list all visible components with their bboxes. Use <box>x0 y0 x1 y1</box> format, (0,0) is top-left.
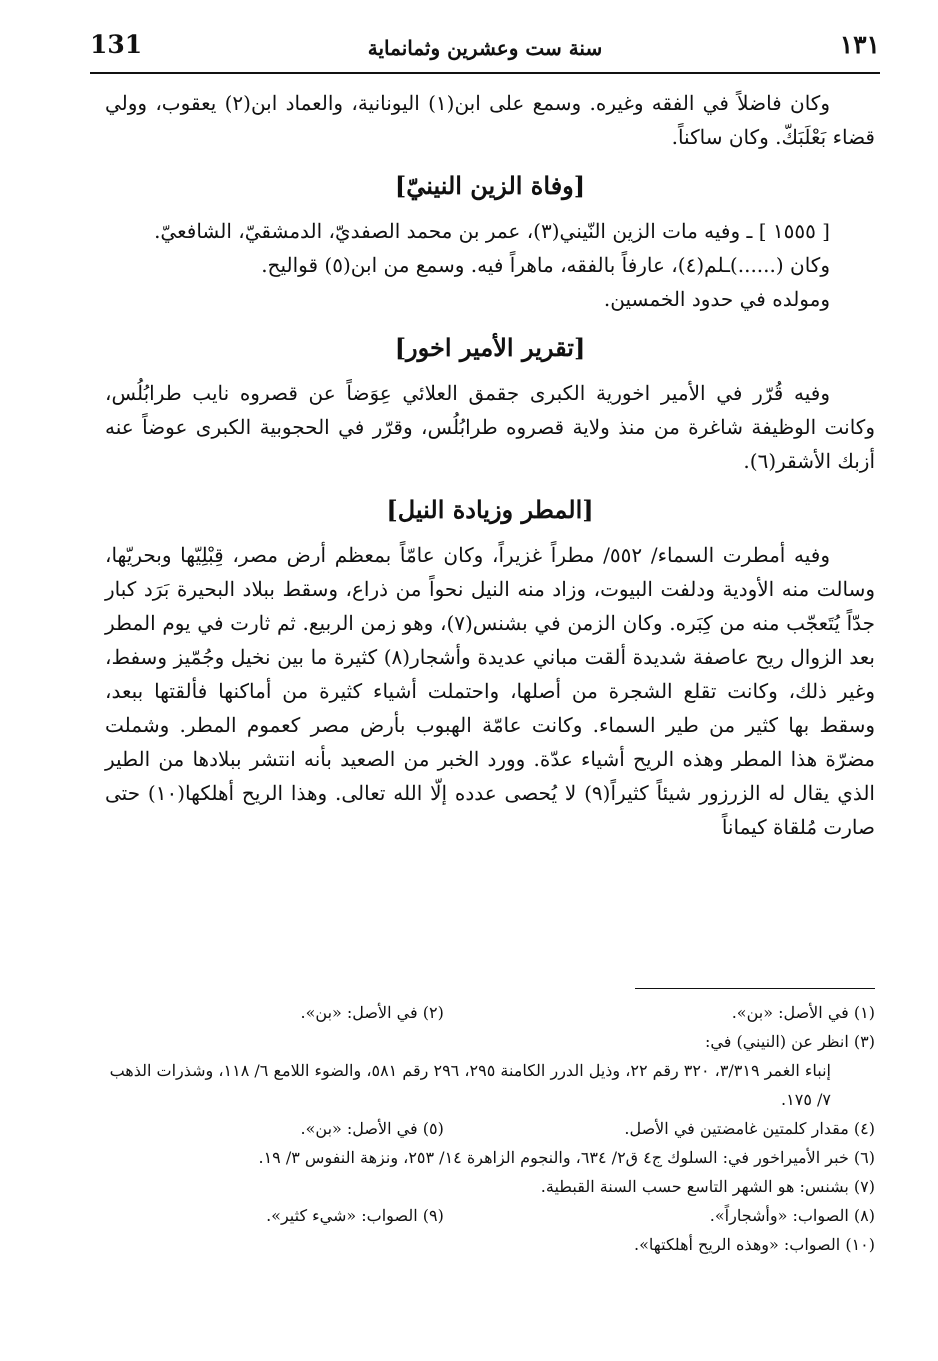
page-number-latin: 131 <box>90 30 143 59</box>
footnote-1: (١) في الأصل: «بن». <box>731 1003 875 1022</box>
footnote-divider <box>635 988 875 989</box>
footnote-3-sources: إنباء الغمر ٣/٣١٩، ٣٢٠ رقم ٢٢، وذيل الدرر الكامنة ٢٩٥، ٢٩٦ رقم ٥٨١، والضوء اللامع ٦/ ١١٨، وشذرات الذهب ٧/ ١٧٥. <box>109 1061 831 1109</box>
paragraph-intro: وكان فاضلاً في الفقه وغيره. وسمع على ابن(١) اليونانية، والعماد ابن(٢) يعقوب، وولي قضاء بَعْلَبَكّ. وكان ساكناً. <box>105 91 875 149</box>
page-number-arabic: ١٣١ <box>839 30 880 59</box>
footnote-row <box>105 1114 875 1143</box>
footnote-9: (٩) الصواب: «شيء كثير». <box>266 1206 444 1225</box>
paragraph-rain-nile: وفيه أمطرت السماء/ ٥٥٢/ مطراً غزيراً، وكان عامّاً بمعظم أرض مصر، قِبْلِيّها وبحريّها، وسالت منه الأودية ودلفت البيوت، وزاد منه النيل نحواً من ذراع، وسقط ببلاد البحيرة بَرَد كبار جدّاً يُتَعجّب منه من كِبَره. وكان الزمن في بشنس(٧)، وهو زمن الربيع. ثم ثارت في يوم المطر بعد الزوال ريح عاصفة شديدة ألقت مباني عديدة وأشجار(٨) كثيرة ما بين نخيل وجُمّيز وسفط، وغير ذلك، وكانت تقلع الشجرة من أصلها، واحتملت أشياء كثيرة من أماكنها فألقتها ببعد، وسقط بها كثير من طير السماء. وكانت عامّة الهبوب بأرض مصر كعموم المطر. وشملت مضرّة هذا المطر وهذه الريح أشياء عدّة. وورد الخبر من الصعيد بأنه انتشر ببلادها من الطير الذي يقال له الزرزور شيئاً كثيراً(٩) لا يُحصى عدده إلّا الله تعالى. وهذا الريح أهلكها(١٠) حتى صارت مُلقاة كيماناً <box>105 543 875 839</box>
running-header <box>90 22 880 74</box>
footnote-row <box>105 998 875 1027</box>
paragraph-zayn-birth: ومولده في حدود الخمسين. <box>603 287 830 311</box>
paragraph-zayn-knowledge: وكان (......)ـلم(٤)، عارفاً بالفقه، ماهراً فيه. وسمع من ابن(٥) قواليح. <box>261 253 830 277</box>
heading-rain-nile: [المطر وزيادة النيل] <box>386 495 594 524</box>
entry-1555: [ ١٥٥٥ ] ـ وفيه مات الزين النّيني(٣)، عمر بن محمد الصفديّ، الدمشقيّ، الشافعيّ. <box>154 219 830 243</box>
footnote-8: (٨) الصواب: «وأشجاراً». <box>709 1206 875 1225</box>
footnote-2: (٢) في الأصل: «بن». <box>300 1003 444 1022</box>
footnote-3: (٣) انظر عن (النيني) في: <box>704 1032 875 1051</box>
footnotes <box>105 998 875 1259</box>
footnote-row <box>105 1201 875 1230</box>
heading-zayn-death: [وفاة الزين النينيّ] <box>394 171 586 200</box>
footnote-6: (٦) خبر الأميراخور في: السلوك ج٤ ق٢/ ٦٣٤، والنجوم الزاهرة ١٤/ ٢٥٣، ونزهة النفوس ٣/ ١٩. <box>258 1148 875 1167</box>
paragraph-amir-akhur: وفيه قُرّر في الأمير اخورية الكبرى جقمق العلائي عِوَضاً عن قصروه نايب طرابُلُس، وكانت الوظيفة شاغرة من منذ ولاية قصروه طرابُلُس، وقرّر في الحجوبية الكبرى عوضاً عنه أزبك الأشقر(٦). <box>105 381 875 473</box>
footnote-10: (١٠) الصواب: «وهذه الريح أهلكتها». <box>633 1235 875 1254</box>
heading-amir-akhur: [تقرير الأمير اخور] <box>394 333 586 362</box>
footnote-4: (٤) مقدار كلمتين غامضتين في الأصل. <box>624 1119 875 1138</box>
main-text <box>105 86 875 844</box>
footnote-5: (٥) في الأصل: «بن». <box>300 1119 444 1138</box>
running-title: سنة ست وعشرين وثمانماية <box>367 36 603 60</box>
footnote-7: (٧) بشنس: هو الشهر التاسع حسب السنة القبطية. <box>540 1177 875 1196</box>
